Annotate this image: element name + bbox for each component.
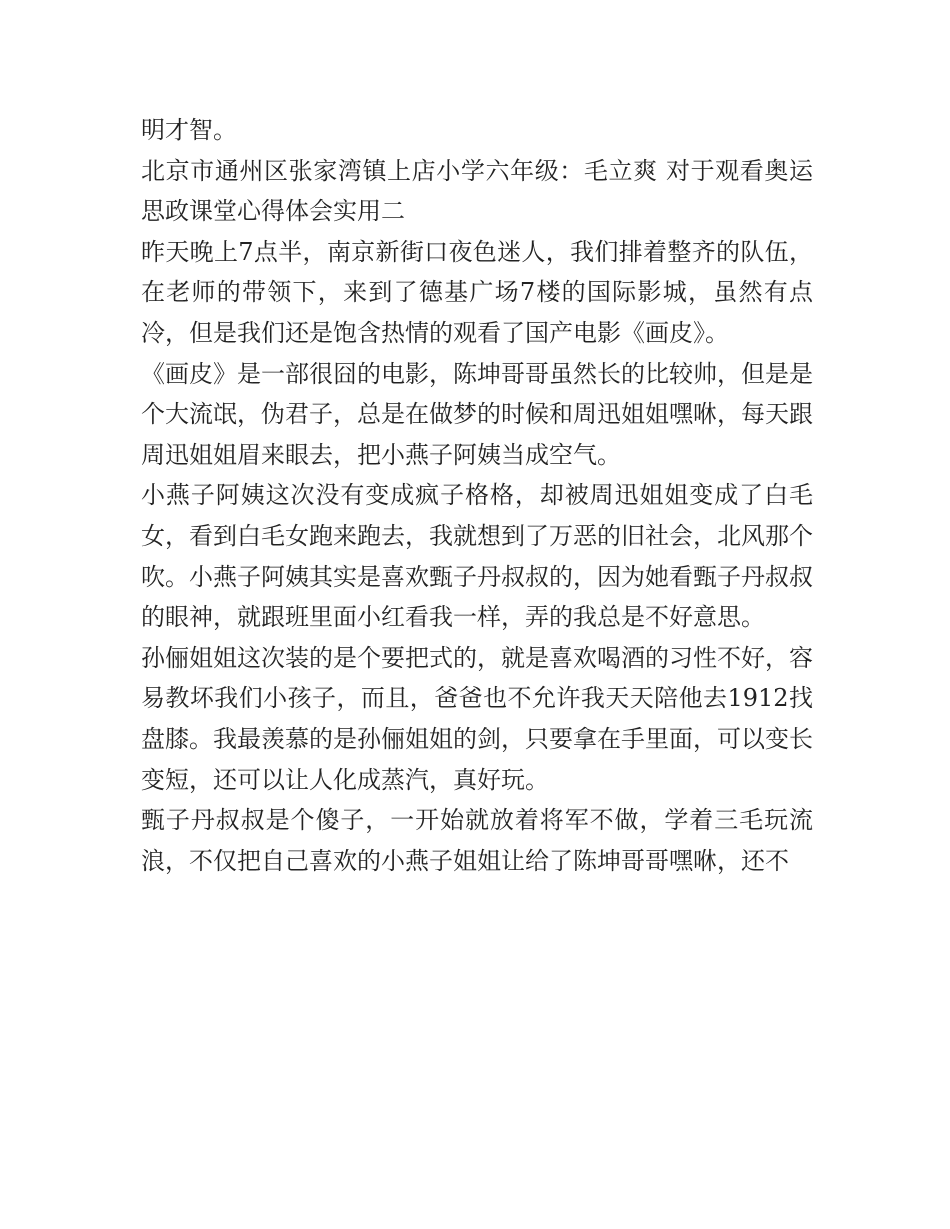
paragraph-6: 孙俪姐姐这次装的是个要把式的，就是喜欢喝酒的习性不好，容易教坏我们小孩子，而且，爸爸也不允许我天天陪他去1912找盘膝。我最羡慕的是孙俪姐姐的剑，只要拿在手里面，可以变长变短，还可以让人化成蒸汽，真好玩。	[141, 643, 813, 794]
paragraph-4: 《画皮》是一部很囧的电影，陈坤哥哥虽然长的比较帅，但是是个大流氓，伪君子，总是在做梦的时候和周迅姐姐嘿咻，每天跟周迅姐姐眉来眼去，把小燕子阿姨当成空气。	[141, 359, 813, 469]
paragraph-5: 小燕子阿姨这次没有变成疯子格格，却被周迅姐姐变成了白毛女，看到白毛女跑来跑去，我就想到了万恶的旧社会，北风那个吹。小燕子阿姨其实是喜欢甄子丹叔叔的，因为她看甄子丹叔叔的眼神，就跟班里面小红看我一样，弄的我总是不好意思。	[141, 481, 813, 632]
paragraph-7: 甄子丹叔叔是个傻子，一开始就放着将军不做，学着三毛玩流浪，不仅把自己喜欢的小燕子姐姐让给了陈坤哥哥嘿咻，还不	[141, 806, 813, 875]
paragraph-3: 昨天晚上7点半，南京新街口夜色迷人，我们排着整齐的队伍，在老师的带领下，来到了德基广场7楼的国际影城，虽然有点冷，但是我们还是饱含热情的观看了国产电影《画皮》。	[141, 237, 813, 347]
document-body	[141, 110, 813, 881]
paragraph-2: 北京市通州区张家湾镇上店小学六年级：毛立爽 对于观看奥运思政课堂心得体会实用二	[141, 156, 813, 226]
paragraph-1: 明才智。	[141, 116, 237, 144]
